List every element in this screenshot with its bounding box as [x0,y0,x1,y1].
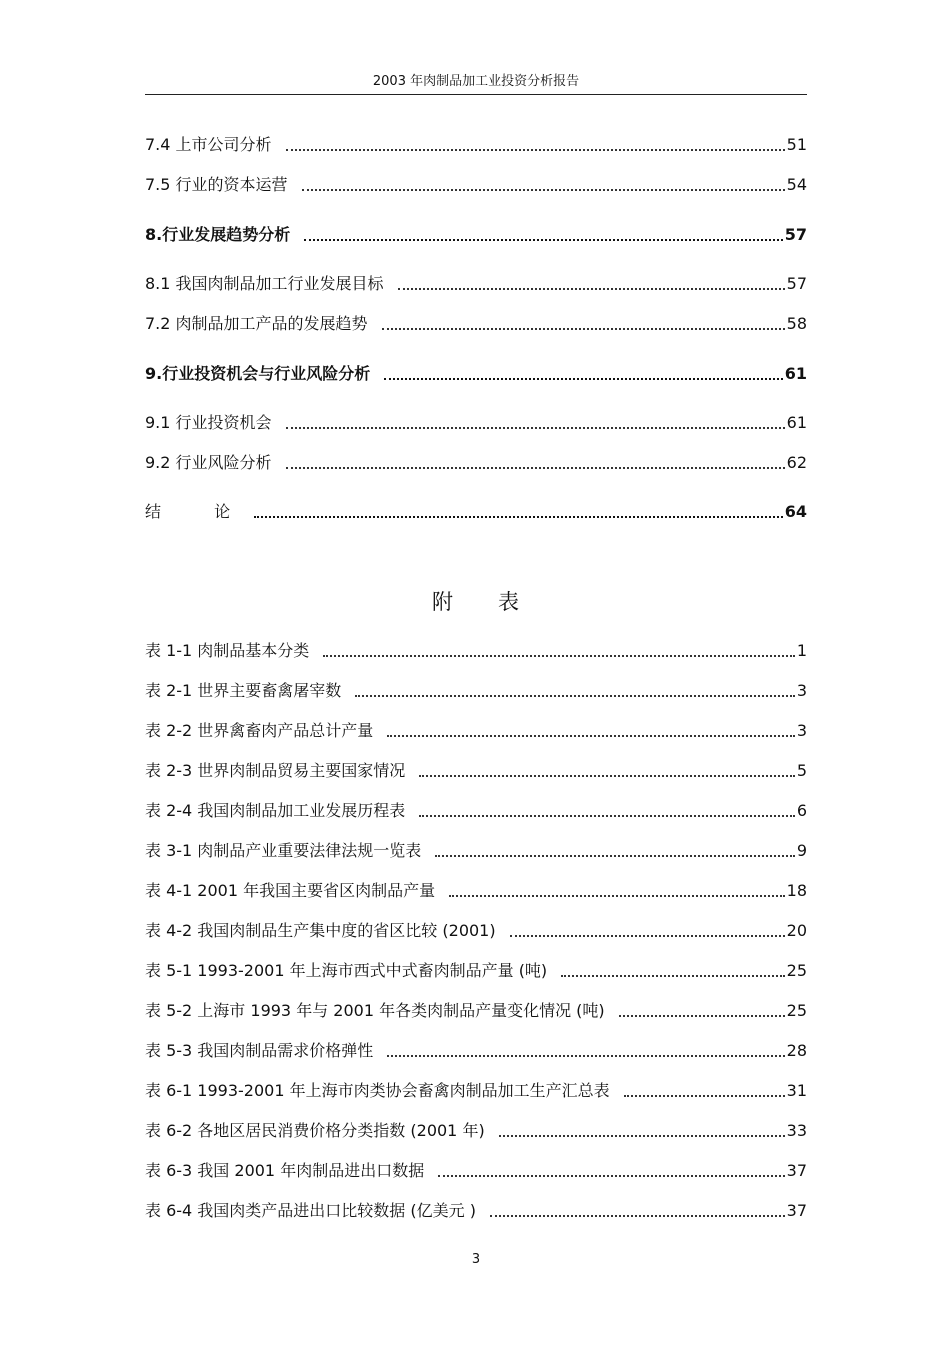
appendix-entry[interactable] [145,760,807,782]
appendix-entry[interactable] [145,920,807,942]
toc-entry-page: 58 [786,314,807,333]
appendix-entry[interactable] [145,1080,807,1102]
appendix-entry-label: 表 6-1 1993-2001 年上海市肉类协会畜禽肉制品加工生产汇总表 [145,1081,610,1100]
toc-entry-label: 7.2 肉制品加工产品的发展趋势 [145,314,368,333]
dot-leader [419,775,795,777]
appendix-entry-page: 20 [786,921,807,940]
toc-entry-page: 61 [786,413,807,432]
toc-entry-label: 9.行业投资机会与行业风险分析 [145,364,371,383]
appendix-entry[interactable] [145,1160,807,1182]
appendix-title-right: 表 [498,590,520,614]
appendix-entry-page: 3 [796,721,807,740]
toc-entry[interactable] [145,452,807,474]
toc-entry[interactable] [145,273,807,295]
appendix-entry-page: 28 [786,1041,807,1060]
appendix-entry-label: 表 2-4 我国肉制品加工业发展历程表 [145,801,406,820]
toc-entry-page: 61 [784,364,807,383]
appendix-entry-label: 表 2-1 世界主要畜禽屠宰数 [145,681,342,700]
appendix-entry-page: 33 [786,1121,807,1140]
appendix-entry-page: 5 [796,761,807,780]
dot-leader [355,695,795,697]
appendix-entry[interactable] [145,1000,807,1022]
dot-leader [286,149,785,151]
toc-entry-page: 57 [786,274,807,293]
dot-leader [304,239,783,241]
toc-chapter-entry[interactable] [145,363,807,385]
dot-leader [382,328,785,330]
toc-entry-label: 7.5 行业的资本运营 [145,175,288,194]
dot-leader [323,655,795,657]
toc-entry[interactable] [145,412,807,434]
appendix-entry[interactable] [145,880,807,902]
dot-leader [499,1135,785,1137]
appendix-entry-label: 表 2-2 世界禽畜肉产品总计产量 [145,721,374,740]
dot-leader [398,288,785,290]
dot-leader [384,378,783,380]
appendix-entry-page: 1 [796,641,807,660]
appendix-entry-page: 9 [796,841,807,860]
toc-entry-label: 7.4 上市公司分析 [145,135,272,154]
appendix-entry-label: 表 1-1 肉制品基本分类 [145,641,310,660]
dot-leader [254,516,783,518]
appendix-entry-page: 18 [786,881,807,900]
toc-entry-label: 8.1 我国肉制品加工行业发展目标 [145,274,384,293]
appendix-entry-page: 31 [786,1081,807,1100]
toc-entry[interactable] [145,134,807,156]
toc-entry-label: 9.2 行业风险分析 [145,453,272,472]
toc-entry-label: 9.1 行业投资机会 [145,413,272,432]
dot-leader [286,467,785,469]
appendix-entry[interactable] [145,680,807,702]
dot-leader [561,975,784,977]
appendix-entry-page: 6 [796,801,807,820]
appendix-title-left: 附 [432,590,454,614]
appendix-entry[interactable] [145,1120,807,1142]
toc-entry[interactable] [145,174,807,196]
toc-entry-label: 结 论 [145,502,255,521]
appendix-entry-label: 表 3-1 肉制品产业重要法律法规一览表 [145,841,422,860]
dot-leader [619,1015,785,1017]
appendix-entry-label: 表 4-2 我国肉制品生产集中度的省区比较 (2001) [145,921,496,940]
toc-entry-label: 8.行业发展趋势分析 [145,225,291,244]
dot-leader [302,189,785,191]
appendix-title [145,586,807,616]
dot-leader [387,735,795,737]
appendix-entry-label: 表 5-2 上海市 1993 年与 2001 年各类肉制品产量变化情况 (吨) [145,1001,605,1020]
toc-entry-page: 54 [786,175,807,194]
dot-leader [510,935,785,937]
appendix-entry[interactable] [145,720,807,742]
toc-entry[interactable] [145,313,807,335]
dot-leader [286,427,785,429]
dot-leader [435,855,795,857]
toc-entry-page: 62 [786,453,807,472]
appendix-entry-label: 表 6-3 我国 2001 年肉制品进出口数据 [145,1161,425,1180]
dot-leader [419,815,795,817]
appendix-entry-page: 37 [786,1201,807,1220]
appendix-entry[interactable] [145,1200,807,1222]
appendix-entry-label: 表 4-1 2001 年我国主要省区肉制品产量 [145,881,436,900]
appendix-entry-label: 表 6-4 我国肉类产品进出口比较数据 (亿美元 ) [145,1201,476,1220]
running-header: 2003 年肉制品加工业投资分析报告 [372,74,580,89]
appendix-entry-page: 25 [786,961,807,980]
header-rule [145,94,807,95]
toc-entry-conclusion[interactable] [145,501,807,523]
toc-chapter-entry[interactable] [145,224,807,246]
appendix-entry-page: 37 [786,1161,807,1180]
appendix-entry[interactable] [145,800,807,822]
dot-leader [438,1175,784,1177]
appendix-entry-label: 表 5-1 1993-2001 年上海市西式中式畜肉制品产量 (吨) [145,961,548,980]
toc-entry-page: 57 [784,225,807,244]
appendix-entry-label: 表 5-3 我国肉制品需求价格弹性 [145,1041,374,1060]
appendix-entry-page: 3 [796,681,807,700]
dot-leader [624,1095,785,1097]
dot-leader [449,895,785,897]
page-number: 3 [471,1252,481,1267]
appendix-entry-label: 表 6-2 各地区居民消费价格分类指数 (2001 年) [145,1121,485,1140]
appendix-entry[interactable] [145,640,807,662]
appendix-entry[interactable] [145,960,807,982]
dot-leader [387,1055,784,1057]
toc-entry-page: 64 [784,502,807,521]
appendix-entry-page: 25 [786,1001,807,1020]
appendix-entry[interactable] [145,840,807,862]
toc-entry-page: 51 [786,135,807,154]
appendix-entry-label: 表 2-3 世界肉制品贸易主要国家情况 [145,761,406,780]
dot-leader [490,1215,785,1217]
appendix-entry[interactable] [145,1040,807,1062]
